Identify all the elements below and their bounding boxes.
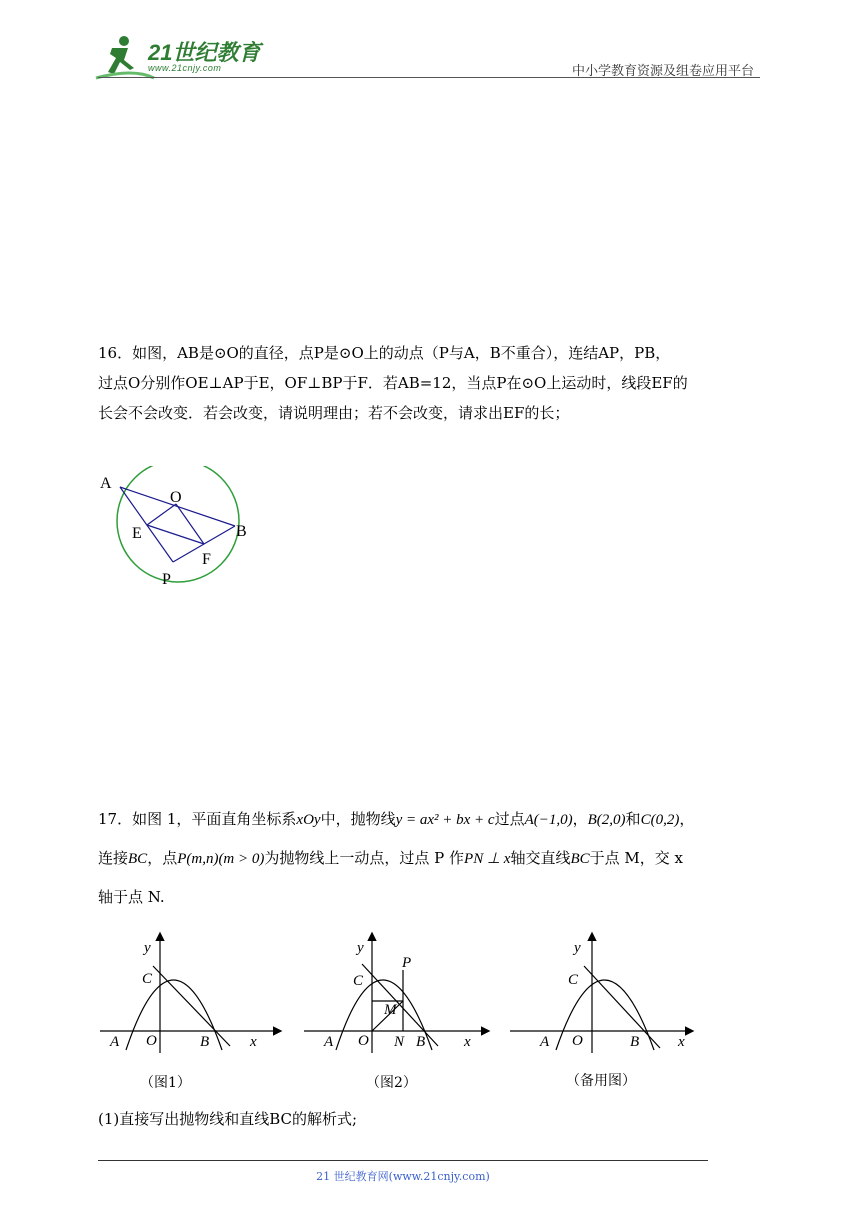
label-e: E [132,525,142,542]
svg-text:O: O [146,1033,157,1049]
svg-text:B: B [200,1034,210,1050]
label-b: B [236,523,247,540]
q17-line-2: 连接BC，点P(m,n)(m > 0)为抛物线上一动点，过点 P 作PN ⊥ x轴交直线BC于点 M，交 x [98,849,683,867]
figure-backup-caption: （备用图） [566,1073,636,1089]
svg-text:C: C [142,971,153,987]
svg-text:y: y [144,940,151,956]
svg-text:y: y [357,940,364,956]
svg-text:x: x [250,1034,257,1050]
footer-divider [98,1160,708,1161]
line-bc [153,966,230,1046]
svg-text:M: M [384,1002,397,1018]
svg-text:B: B [630,1034,640,1050]
svg-text:A: A [324,1034,334,1050]
svg-text:y: y [574,940,581,956]
svg-text:A: A [110,1034,120,1050]
svg-text:C: C [568,972,579,988]
svg-text:C: C [353,973,364,989]
svg-text:N: N [394,1034,405,1050]
label-a: A [100,475,112,492]
question-17 [98,800,774,916]
header-platform-title: 中小学教育资源及组卷应用平台 [571,64,754,79]
label-o: O [170,489,182,506]
svg-text:B: B [416,1034,426,1050]
q17-line-1: 17．如图 1，平面直角坐标系xOy中，抛物线y = ax² + bx + c过点A(−1,0)，B(2,0)和C(0,2)， [98,810,695,828]
question-16 [98,338,774,428]
q16-circle-figure [96,466,256,594]
circle-o [117,466,239,582]
figure-1-caption: （图1） [140,1075,191,1091]
svg-text:O: O [572,1033,583,1049]
figure-1 [98,928,288,1054]
logo-text: 21世纪教育 [148,40,261,65]
header-divider [98,77,760,78]
logo-url: www.21cnjy.com [148,63,222,73]
svg-text:P: P [402,955,412,971]
svg-text:A: A [540,1034,550,1050]
label-f: F [202,551,211,568]
figure-2 [302,928,492,1054]
q16-line-2: 过点O分别作OE⊥AP于E，OF⊥BP于F．若AB=12，当点P在⊙O上运动时，线段EF的 [98,374,688,392]
q16-line-1: 16．如图，AB是⊙O的直径，点P是⊙O上的动点（P与A，B不重合），连结AP，PB， [98,344,671,362]
figure-2-caption: （图2） [366,1075,417,1091]
svg-text:x: x [678,1034,685,1050]
q17-line-3: 轴于点 N. [98,888,165,906]
q17-subquestion-1: (1)直接写出抛物线和直线BC的解析式; [98,1110,358,1128]
footer-link[interactable]: 21 世纪教育网(www.21cnjy.com) [316,1170,490,1183]
svg-text:x: x [464,1034,471,1050]
figure-backup [508,928,698,1054]
q16-line-3: 长会不会改变．若会改变，请说明理由；若不会改变，请求出EF的长； [98,404,570,422]
label-p: P [162,571,171,588]
svg-text:O: O [358,1033,369,1049]
